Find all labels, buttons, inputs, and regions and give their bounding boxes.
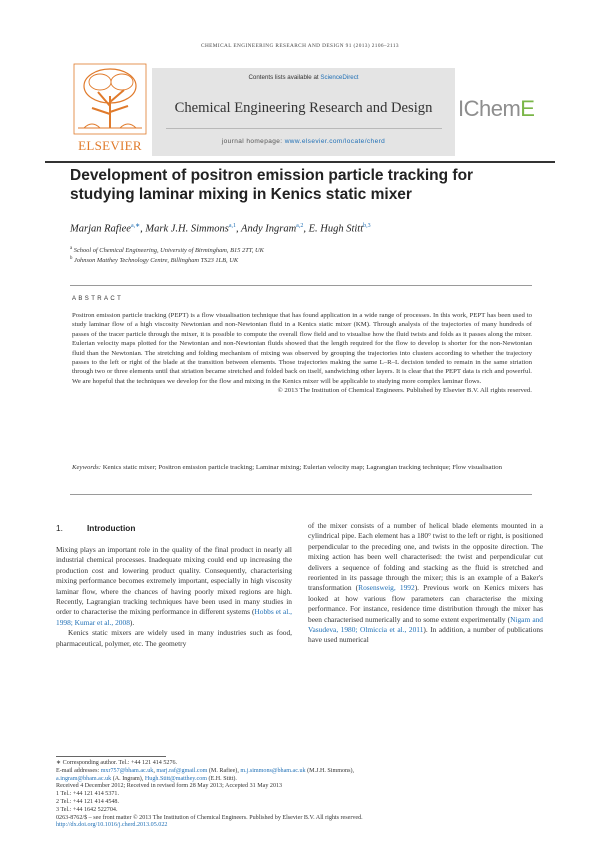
homepage-label: journal homepage: <box>221 138 283 145</box>
author-sup[interactable]: a,2 <box>296 223 304 229</box>
citation-link[interactable]: Hobbs et al., 1998; Kumar et al., 2008 <box>56 607 292 627</box>
elsevier-wordmark: ELSEVIER <box>78 138 142 153</box>
author[interactable]: E. Hugh Stitt <box>308 223 364 235</box>
corresponding-author: ∗ Corresponding author. Tel.: +44 121 414 5276. <box>56 760 178 766</box>
intro-right-column <box>308 521 543 646</box>
header-rule <box>45 161 555 163</box>
email-addresses: E-mail addresses: mxr757@bham.ac.uk, marj.raf@gmail.com (M. Rafiee), m.j.simmons@bham.ac.uk (M.J.H. Simmons), <box>56 767 354 774</box>
banner-divider <box>166 128 442 129</box>
abstract-copyright: © 2013 The Institution of Chemical Engineers. Published by Elsevier B.V. All rights reserved. <box>277 387 532 395</box>
homepage-link[interactable]: www.elsevier.com/locate/cherd <box>284 138 386 145</box>
author[interactable]: Andy Ingram <box>241 223 297 235</box>
received-dates: Received 4 December 2012; Received in revised form 28 May 2013; Accepted 31 May 2013 <box>56 783 283 790</box>
email-addresses-cont: a.ingram@bham.ac.uk (A. Ingram), Hugh.Stitt@matthey.com (E.H. Stitt). <box>56 775 237 782</box>
issn-line: 0263-8762/$ – see front matter © 2013 The Institution of Chemical Engineers. Published by Elsevier B.V. All rights reserved. <box>56 814 363 821</box>
abstract-body <box>72 311 532 396</box>
footnote-tel-1: 1 Tel.: +44 121 414 5371. <box>56 791 119 798</box>
section-heading-introduction <box>56 523 135 533</box>
footnotes <box>56 760 546 830</box>
author-sup[interactable]: a,∗ <box>130 223 141 229</box>
abstract-bottom-rule <box>70 494 532 495</box>
elsevier-tree-icon <box>70 62 150 138</box>
sciencedirect-link[interactable]: ScienceDirect <box>320 74 359 81</box>
section-number: 1. <box>56 523 63 533</box>
paragraph: Mixing plays an important role in the quality of the final product in nearly all industrial chemical processes. Inadequate mixing could end up increasing the production cost and lowering product quality. Consequently, characterising mixing performance becomes extremely important, especially in high viscosity laminar flow, where the chances of having poorly mixed regions are high. Recently, Lagrangian tracking techniques have been used in many studies in order to characterise the mixing performance in different systems (Hobbs et al., 1998; Kumar et al., 2008). <box>56 545 292 627</box>
article-title: Development of positron emission particle tracking for studying laminar mixing in Kenics static mixer <box>70 167 474 203</box>
citation-link[interactable]: Rosensweig, 1992 <box>358 583 415 593</box>
keywords <box>72 463 532 472</box>
footnote-tel-3: 3 Tel.: +44 1642 522704. <box>56 806 118 813</box>
journal-homepage <box>152 138 455 145</box>
abstract-heading: ABSTRACT <box>72 296 124 302</box>
author-sup[interactable]: b,3 <box>363 223 371 229</box>
author[interactable]: Mark J.H. Simmons <box>145 223 229 235</box>
author-list: Marjan Rafiee$^{a,∗}$, Mark J.H. Simmons$^{a,1}$, Andy Ingram$^{a,2}$, E. Hugh Stitt$^{b,3}$ <box>70 223 371 235</box>
journal-title: Chemical Engineering Research and Design <box>174 100 433 116</box>
email-link[interactable]: Hugh.Stitt@matthey.com <box>144 775 207 782</box>
contents-prefix: Contents lists available at <box>248 74 319 81</box>
email-link[interactable]: a.ingram@bham.ac.uk <box>56 775 112 782</box>
email-link[interactable]: mxr757@bham.ac.uk <box>100 767 154 774</box>
contents-line <box>152 74 455 81</box>
paragraph: Kenics static mixers are widely used in many industries such as food, pharmaceutical, polymer, etc. The geometry <box>56 628 292 648</box>
paragraph: of the mixer consists of a number of helical blade elements mounted in a cylindrical pipe. Each element has a 180° twist to the left or right, is positioned perpendicular to the preceding one, and twists in the opposite direction. The mixing action has been well characterised: the twist and perpendicular cut delivers a sequence of folding and stacking as the fluid is stretched and reoriented in its passage through the mixer; this is an example of a Baker's transformation (Rosensweig, 1992). Previous work on Kenics mixers has looked at how various flow parameters can characterise the mixing performance. For instance, residence time distribution through the mixer has been characterised numerically and to some extent experimentally (Nigam and Vasudeva, 1980; Olmiccia et al., 2011). In addition, a number of publications have used numerical <box>308 521 544 645</box>
doi-link[interactable]: http://dx.doi.org/10.1016/j.cherd.2013.05.022 <box>56 822 168 829</box>
email-link[interactable]: m.j.simmons@bham.ac.uk <box>240 767 306 774</box>
affiliation-b: $^b$ Johnson Matthey Technology Centre, Billingham TS23 1LB, UK <box>70 256 239 265</box>
footnote-rule <box>56 756 166 757</box>
running-head: CHEMICAL ENGINEERING RESEARCH AND DESIGN 91 (2013) 2106–2113 <box>201 43 399 49</box>
author-sup[interactable]: a,1 <box>228 223 236 229</box>
keywords-label: Keywords: <box>72 464 101 471</box>
abstract-text: Positron emission particle tracking (PEPT) is a flow visualisation technique that has found application in a wide range of processes. In this work, PEPT has been used to study laminar flow of a high viscosity Newtonian and non-Newtonian fluid in a Kenics static mixer (KM). Through analysis of the trajectories of many hundreds of passes of the tracer particle through the mixer, it is possible to compute the overall flow field and to visualise how the fluid twists and folds as it passes along the mixer. Eulerian velocity maps plotted for the Newtonian and non-Newtonian fluids showed that the length required for the flow to develop is shorter for the non-Newtonian fluid than the Newtonian. The stretching and folding mechanism of mixing was observed by grouping the trajectories into clusters according to whether the trajectory passes to the left or right of the blade at the transition between elements. Those trajectories making the same L–R–L decision tended to remain in the same striation through two or three elements until that striation became stretched and folded back on itself, sandwiching other layers. It is clear that the PEPT data is rich and powerful. We are hopeful that the techniques we develop for the flow and mixing in the Kenics mixer will be applicable to studying more complex laminar flows. <box>72 312 532 385</box>
abstract-top-rule <box>70 285 532 286</box>
email-link[interactable]: marj.raf@gmail.com <box>156 767 208 774</box>
section-title: Introduction <box>87 523 136 533</box>
ichem-logo-suffix: E <box>520 96 535 121</box>
ichem-logo <box>458 96 554 122</box>
keywords-list: Kenics static mixer; Positron emission particle tracking; Laminar mixing; Eulerian velocity map; Lagrangian tracking technique; Flow visualisation <box>102 464 502 471</box>
citation-link[interactable]: Nigam and Vasudeva, 1980; Olmiccia et al., 2011 <box>308 614 544 635</box>
intro-left-column <box>56 545 292 649</box>
affiliation-a: $^a$ School of Chemical Engineering, University of Birmingham, B15 2TT, UK <box>70 246 264 255</box>
ichem-logo-prefix: IChem <box>458 96 521 121</box>
author[interactable]: Marjan Rafiee <box>70 223 131 235</box>
footnote-tel-2: 2 Tel.: +44 121 414 4548. <box>56 798 119 805</box>
